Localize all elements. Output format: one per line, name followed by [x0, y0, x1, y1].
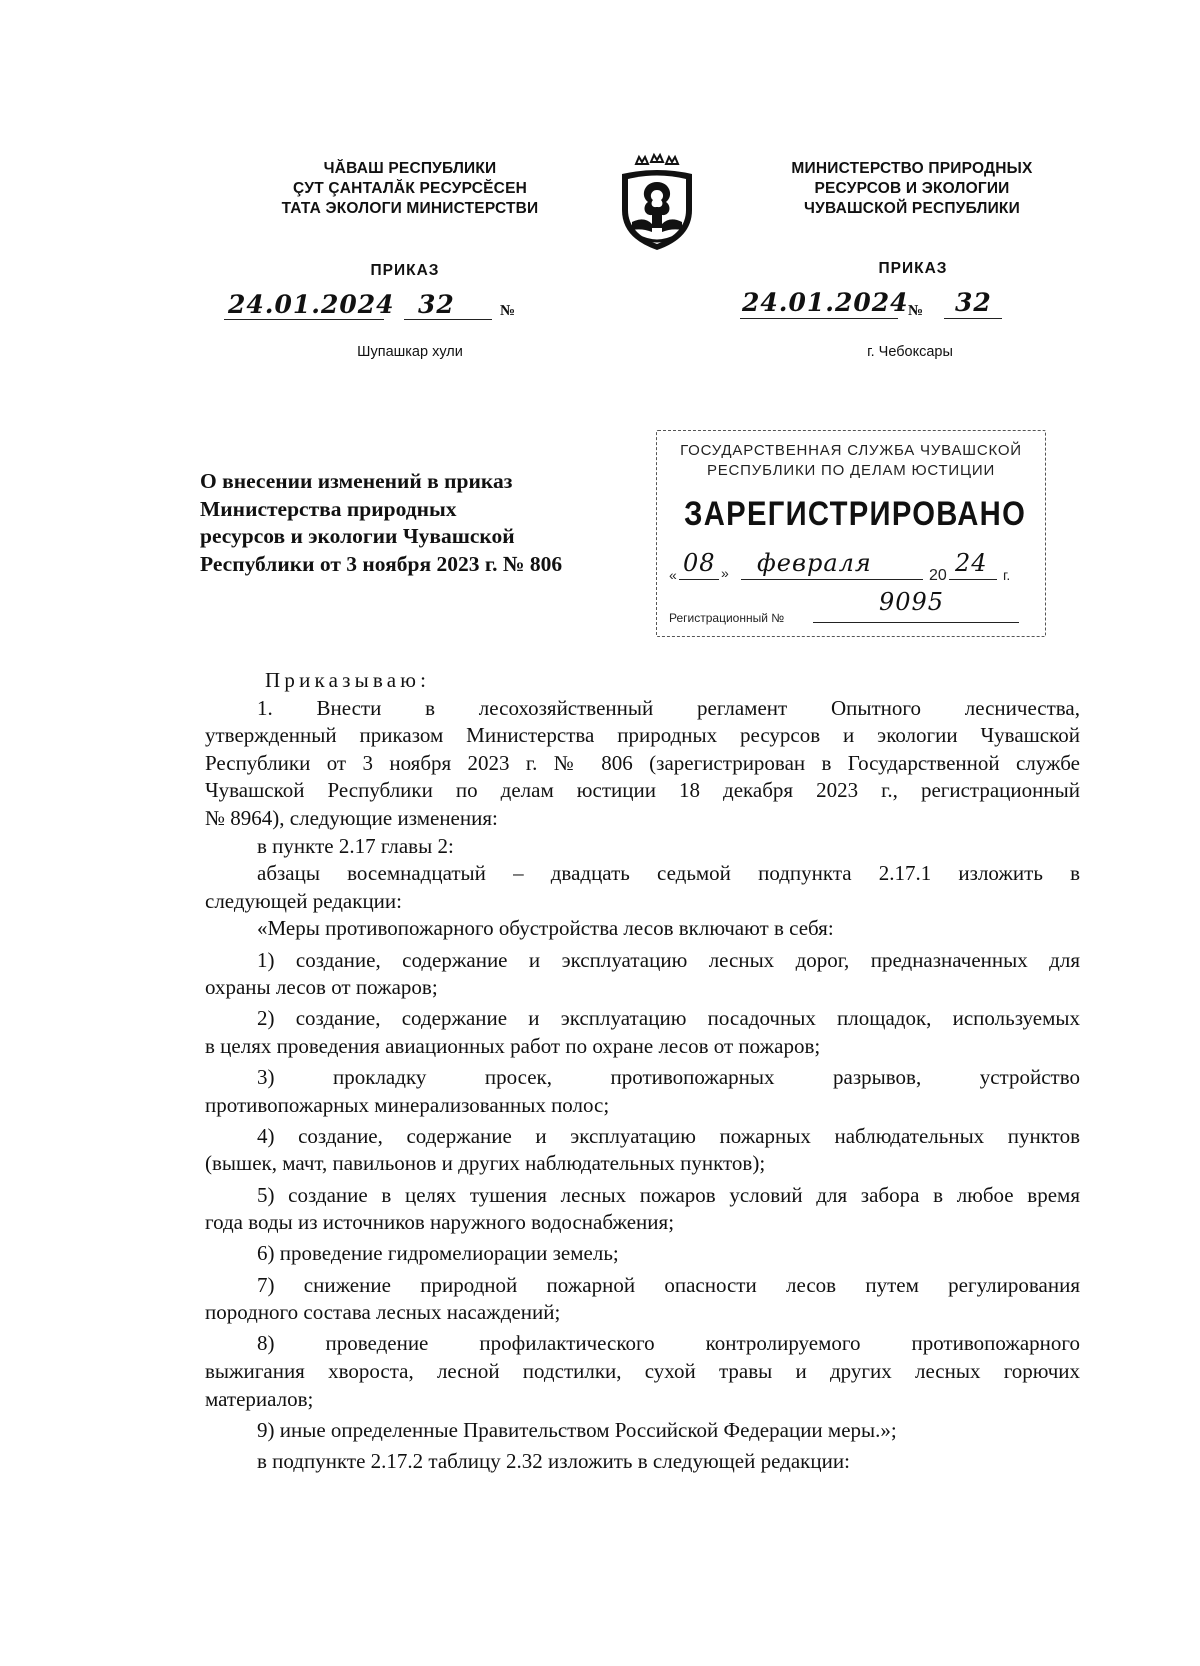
measure-line: охраны лесов от пожаров; — [205, 975, 438, 1000]
left-date-handwritten: 24.01.2024 — [228, 290, 395, 319]
body-line: утвержденный приказом Министерства природных ресурсов и экологии Чувашской — [205, 723, 1080, 748]
doc-type-right: ПРИКАЗ — [878, 260, 948, 277]
stamp-day-underline — [679, 579, 719, 580]
title-line: Республики от 3 ноября 2023 г. № 806 — [200, 551, 563, 576]
stamp-year-handwritten: 24 — [955, 549, 988, 577]
right-date-handwritten: 24.01.2024 — [742, 288, 909, 317]
stamp-reg-label: Регистрационный № — [669, 611, 785, 625]
stamp-month-underline — [741, 579, 923, 580]
right-city: г. Чебоксары — [867, 344, 953, 360]
stamp-quote-open: « — [669, 567, 677, 583]
body-line: в пункте 2.17 главы 2: — [257, 833, 454, 858]
left-number-sign: № — [500, 303, 516, 319]
measure-line: 6) проведение гидромелиорации земель; — [257, 1241, 619, 1266]
header-right — [742, 159, 1082, 219]
left-number-underline — [404, 319, 492, 320]
measure-line: выжигания хвороста, лесной подстилки, сухой травы и других лесных горючих — [205, 1359, 1080, 1383]
body-line: следующей редакции: — [205, 888, 402, 913]
measure-line: 4) создание, содержание и эксплуатацию пожарных наблюдательных пунктов — [257, 1123, 1080, 1148]
header-left — [230, 159, 590, 219]
header-right-line: РЕСУРСОВ И ЭКОЛОГИИ — [814, 180, 1010, 197]
stamp-day-handwritten: 08 — [683, 549, 716, 577]
body-line: Республики от 3 ноября 2023 г. № 806 (зарегистрирован в Государственной службе — [205, 750, 1080, 775]
order-lead: Приказываю: — [265, 668, 431, 692]
body-line: абзацы восемнадцатый – двадцать седьмой подпункта 2.17.1 изложить в — [257, 861, 1080, 886]
measure-line: противопожарных минерализованных полос; — [205, 1092, 610, 1117]
body-line: в подпункте 2.17.2 таблицу 2.32 изложить в следующей редакции: — [257, 1448, 850, 1473]
document-title — [200, 468, 620, 578]
body-line: № 8964), следующие изменения: — [205, 805, 498, 830]
stamp-registered: ЗАРЕГИСТРИРОВАНО — [684, 495, 1027, 533]
chuvash-emblem-icon — [614, 152, 700, 254]
stamp-authority-line: РЕСПУБЛИКИ ПО ДЕЛАМ ЮСТИЦИИ — [706, 462, 996, 479]
measure-line: 3) прокладку просек, противопожарных разрывов, устройство — [257, 1065, 1080, 1090]
document-body — [205, 667, 1080, 1476]
stamp-reg-number-handwritten: 9095 — [879, 588, 945, 616]
left-city: Шупашкар хули — [357, 344, 463, 360]
stamp-year-underline — [949, 579, 997, 580]
right-number-underline — [944, 318, 1002, 319]
stamp-reg-underline — [813, 622, 1019, 623]
stamp-month-handwritten: февраля — [757, 549, 872, 577]
header-left-line: ТАТА ЭКОЛОГИ МИНИСТЕРСТВИ — [281, 200, 539, 217]
measure-line: 5) создание в целях тушения лесных пожаров условий для забора в любое время — [257, 1182, 1080, 1207]
left-number-handwritten: 32 — [418, 290, 455, 319]
body-line: Чувашской Республики по делам юстиции 18 декабря 2023 г., регистрационный — [205, 778, 1080, 803]
title-line: Министерства природных — [200, 496, 457, 521]
title-line: О внесении изменений в приказ — [200, 469, 513, 493]
stamp-authority-line: ГОСУДАРСТВЕННАЯ СЛУЖБА ЧУВАШСКОЙ — [680, 442, 1022, 459]
measure-line: (вышек, мачт, павильонов и других наблюдательных пунктов); — [205, 1151, 766, 1176]
header-right-line: ЧУВАШСКОЙ РЕСПУБЛИКИ — [804, 200, 1020, 217]
stamp-year-unit: г. — [1003, 567, 1011, 583]
right-number-handwritten: 32 — [955, 288, 992, 317]
body-line: 1. Внести в лесохозяйственный регламент Опытного лесничества, — [257, 695, 1080, 720]
measure-line: 1) создание, содержание и эксплуатацию лесных дорог, предназначенных для — [257, 947, 1080, 972]
measure-line: 2) создание, содержание и эксплуатацию посадочных площадок, используемых — [257, 1006, 1080, 1031]
measure-line: 9) иные определенные Правительством Российской Федерации меры.»; — [257, 1417, 897, 1442]
doc-type-left: ПРИКАЗ — [370, 262, 440, 279]
measure-line: в целях проведения авиационных работ по охране лесов от пожаров; — [205, 1033, 821, 1058]
measure-line: 7) снижение природной пожарной опасности лесов путем регулирования — [257, 1272, 1080, 1297]
measure-line: породного состава лесных насаждений; — [205, 1300, 561, 1325]
header-right-line: МИНИСТЕРСТВО ПРИРОДНЫХ — [791, 160, 1033, 177]
title-line: ресурсов и экологии Чувашской — [200, 524, 515, 548]
left-date-underline — [224, 319, 384, 320]
measure-line: материалов; — [205, 1386, 314, 1411]
header-left-line: ÇУТ ÇАНТАЛĂК РЕСУРСĔСЕН — [292, 180, 528, 197]
measure-line: 8) проведение профилактического контролируемого противопожарного — [257, 1331, 1080, 1356]
right-date-underline — [740, 318, 898, 319]
right-number-sign: № — [908, 303, 924, 319]
stamp-year-prefix: 20 — [929, 567, 947, 584]
body-line: «Меры противопожарного обустройства лесов включают в себя: — [257, 916, 834, 941]
header-left-line: ЧĂВАШ РЕСПУБЛИКИ — [323, 160, 497, 177]
stamp-quote-close: » — [721, 565, 729, 581]
registration-stamp — [656, 430, 1046, 637]
measure-line: года воды из источников наружного водоснабжения; — [205, 1210, 675, 1235]
